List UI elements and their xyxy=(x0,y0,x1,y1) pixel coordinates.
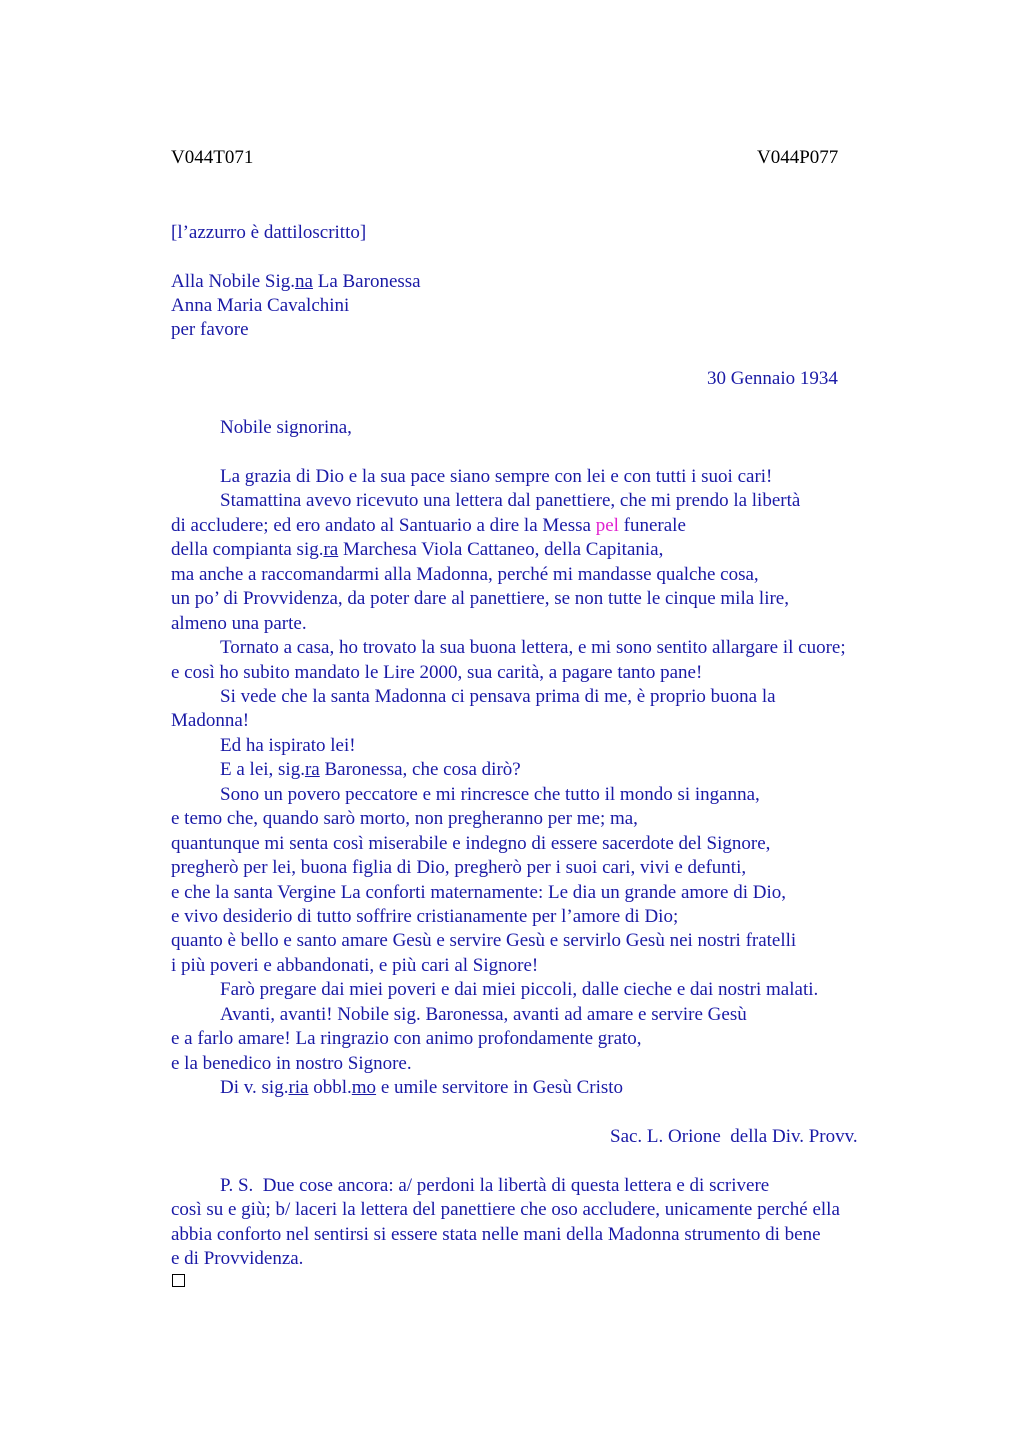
body-line: e che la santa Vergine La conforti maternamente: Le dia un grande amore di Dio, xyxy=(171,882,786,903)
signature: Sac. L. Orione della Div. Provv. xyxy=(610,1126,858,1147)
body-line: Farò pregare dai miei poveri e dai miei piccoli, dalle cieche e dai nostri malati. xyxy=(220,979,819,1000)
address-line-3: per favore xyxy=(171,319,249,340)
letter-date: 30 Gennaio 1934 xyxy=(707,368,838,389)
address-line-1: Alla Nobile Sig.na La Baronessa xyxy=(171,271,421,292)
body-line: E a lei, sig.ra Baronessa, che cosa dirò? xyxy=(220,759,521,780)
body-line: e a farlo amare! La ringrazio con animo profondamente grato, xyxy=(171,1028,642,1049)
postscript-line: così su e giù; b/ laceri la lettera del panettiere che oso accludere, unicamente perché ella xyxy=(171,1199,840,1220)
body-line: un po’ di Provvidenza, da poter dare al panettiere, se non tutte le cinque mila lire, xyxy=(171,588,789,609)
body-line: Ed ha ispirato lei! xyxy=(220,735,356,756)
document-code-right: V044P077 xyxy=(757,147,839,168)
body-line: e temo che, quando sarò morto, non pregheranno per me; ma, xyxy=(171,808,638,829)
body-line: di accludere; ed ero andato al Santuario a dire la Messa pel funerale xyxy=(171,515,686,536)
highlighted-word: pel xyxy=(595,515,619,536)
body-line: Stamattina avevo ricevuto una lettera dal panettiere, che mi prendo la libertà xyxy=(220,490,801,511)
body-line: quantunque mi senta così miserabile e indegno di essere sacerdote del Signore, xyxy=(171,833,771,854)
body-line: i più poveri e abbandonati, e più cari al Signore! xyxy=(171,955,539,976)
end-box-icon xyxy=(172,1274,185,1287)
body-line: pregherò per lei, buona figlia di Dio, pregherò per i suoi cari, vivi e defunti, xyxy=(171,857,747,878)
address-line-2: Anna Maria Cavalchini xyxy=(171,295,350,316)
body-line: La grazia di Dio e la sua pace siano sempre con lei e con tutti i suoi cari! xyxy=(220,466,773,487)
body-line: Madonna! xyxy=(171,710,250,731)
body-line: Tornato a casa, ho trovato la sua buona lettera, e mi sono sentito allargare il cuore; xyxy=(220,637,846,658)
body-line: Sono un povero peccatore e mi rincresce che tutto il mondo si inganna, xyxy=(220,784,760,805)
document-code-left: V044T071 xyxy=(171,147,254,168)
postscript-line: abbia conforto nel sentirsi si essere stata nelle mani della Madonna strumento di bene xyxy=(171,1224,821,1245)
postscript-line: e di Provvidenza. xyxy=(171,1248,304,1269)
body-line: ma anche a raccomandarmi alla Madonna, perché mi mandasse qualche cosa, xyxy=(171,564,759,585)
postscript-line: P. S. Due cose ancora: a/ perdoni la libertà di questa lettera e di scrivere xyxy=(220,1175,770,1196)
body-line: Si vede che la santa Madonna ci pensava prima di me, è proprio buona la xyxy=(220,686,776,707)
body-line: quanto è bello e santo amare Gesù e servire Gesù e servirlo Gesù nei nostri fratelli xyxy=(171,930,797,951)
body-line: e così ho subito mandato le Lire 2000, sua carità, a pagare tanto pane! xyxy=(171,662,703,683)
body-line: Avanti, avanti! Nobile sig. Baronessa, avanti ad amare e servire Gesù xyxy=(220,1004,747,1025)
body-line: della compianta sig.ra Marchesa Viola Cattaneo, della Capitania, xyxy=(171,539,664,560)
closing-line: Di v. sig.ria obbl.mo e umile servitore in Gesù Cristo xyxy=(220,1077,624,1098)
editorial-note: [l’azzurro è dattiloscritto] xyxy=(171,222,367,243)
body-line: e la benedico in nostro Signore. xyxy=(171,1053,412,1074)
body-line: e vivo desiderio di tutto soffrire cristianamente per l’amore di Dio; xyxy=(171,906,679,927)
body-line: almeno una parte. xyxy=(171,613,307,634)
salutation: Nobile signorina, xyxy=(220,417,352,438)
